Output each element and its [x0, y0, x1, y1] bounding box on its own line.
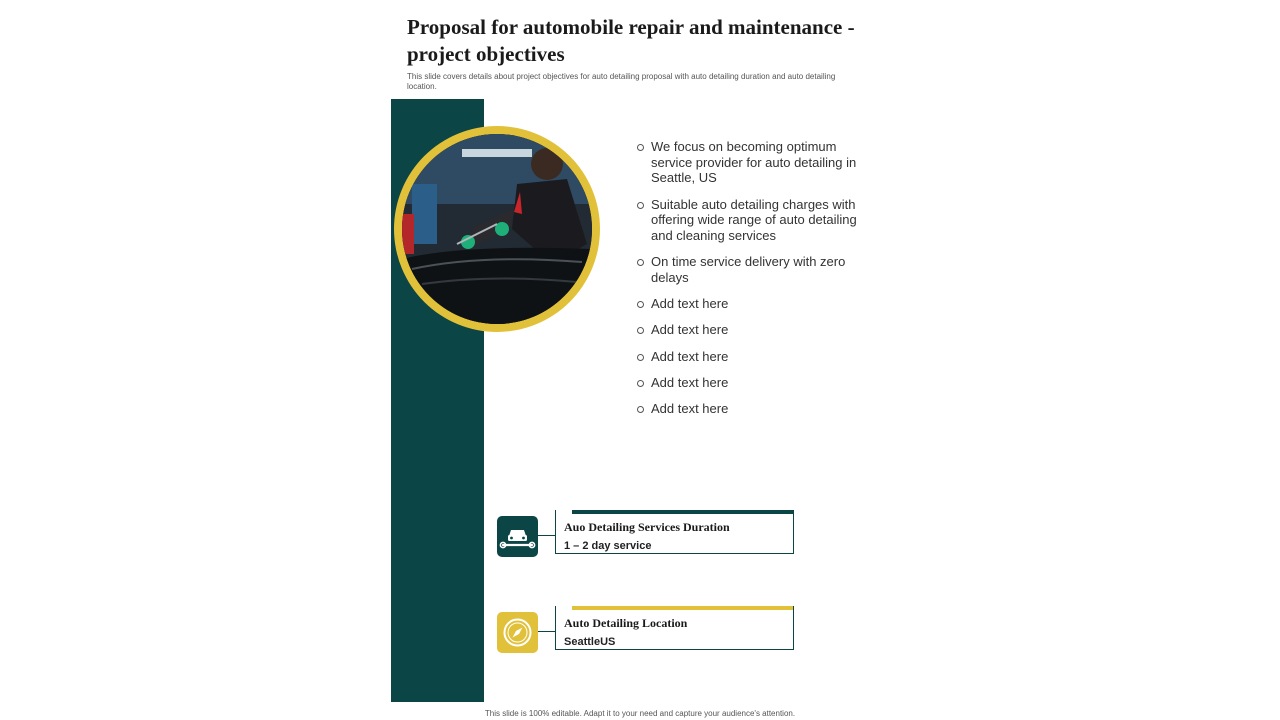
list-item — [636, 401, 868, 417]
bullet-icon — [637, 380, 644, 387]
location-title: Auto Detailing Location — [564, 616, 688, 630]
list-item — [636, 197, 868, 244]
duration-value: 1 – 2 day service — [564, 540, 652, 552]
bullet-icon — [637, 301, 644, 308]
bullet-icon — [637, 259, 644, 266]
car-wrench-icon — [497, 516, 538, 557]
list-item-text: Add text here — [651, 296, 729, 312]
list-item-text: Add text here — [651, 322, 729, 338]
photo-frame — [394, 126, 600, 332]
list-item-text: On time service delivery with zero delays — [651, 254, 846, 285]
card-connector — [538, 535, 555, 536]
card-connector — [538, 631, 555, 632]
list-item — [636, 254, 868, 285]
page-title: Proposal for automobile repair and maintenance - project objectives — [407, 15, 855, 66]
list-item — [636, 349, 868, 365]
bullet-icon — [637, 406, 644, 413]
bullet-icon — [637, 144, 644, 151]
compass-icon — [497, 612, 538, 653]
list-item — [636, 322, 868, 338]
list-item-text: Add text here — [651, 348, 729, 364]
mechanic-illustration — [402, 134, 592, 324]
list-item-text: Suitable auto detailing charges with offering wide range of auto detailing and cleaning services — [651, 196, 857, 244]
list-item-text: Add text here — [651, 374, 729, 390]
bullet-icon — [637, 327, 644, 334]
card-accent-line — [572, 606, 793, 610]
duration-title: Auo Detailing Services Duration — [564, 520, 730, 534]
card-accent-line — [572, 510, 793, 514]
footer-note: This slide is 100% editable. Adapt it to your need and capture your audience's attention. — [484, 709, 796, 718]
page-subtitle: This slide covers details about project objectives for auto detailing proposal with auto detailing duration and auto detailing location. — [407, 72, 836, 91]
mechanic-photo — [402, 134, 592, 324]
bullet-icon — [637, 354, 644, 361]
objectives-list — [636, 139, 868, 427]
list-item — [636, 296, 868, 312]
bullet-icon — [637, 202, 644, 209]
list-item — [636, 375, 868, 391]
list-item — [636, 139, 868, 186]
location-value: SeattleUS — [564, 636, 616, 648]
list-item-text: We focus on becoming optimum service provider for auto detailing in Seattle, US — [651, 139, 857, 186]
list-item-text: Add text here — [651, 400, 729, 416]
